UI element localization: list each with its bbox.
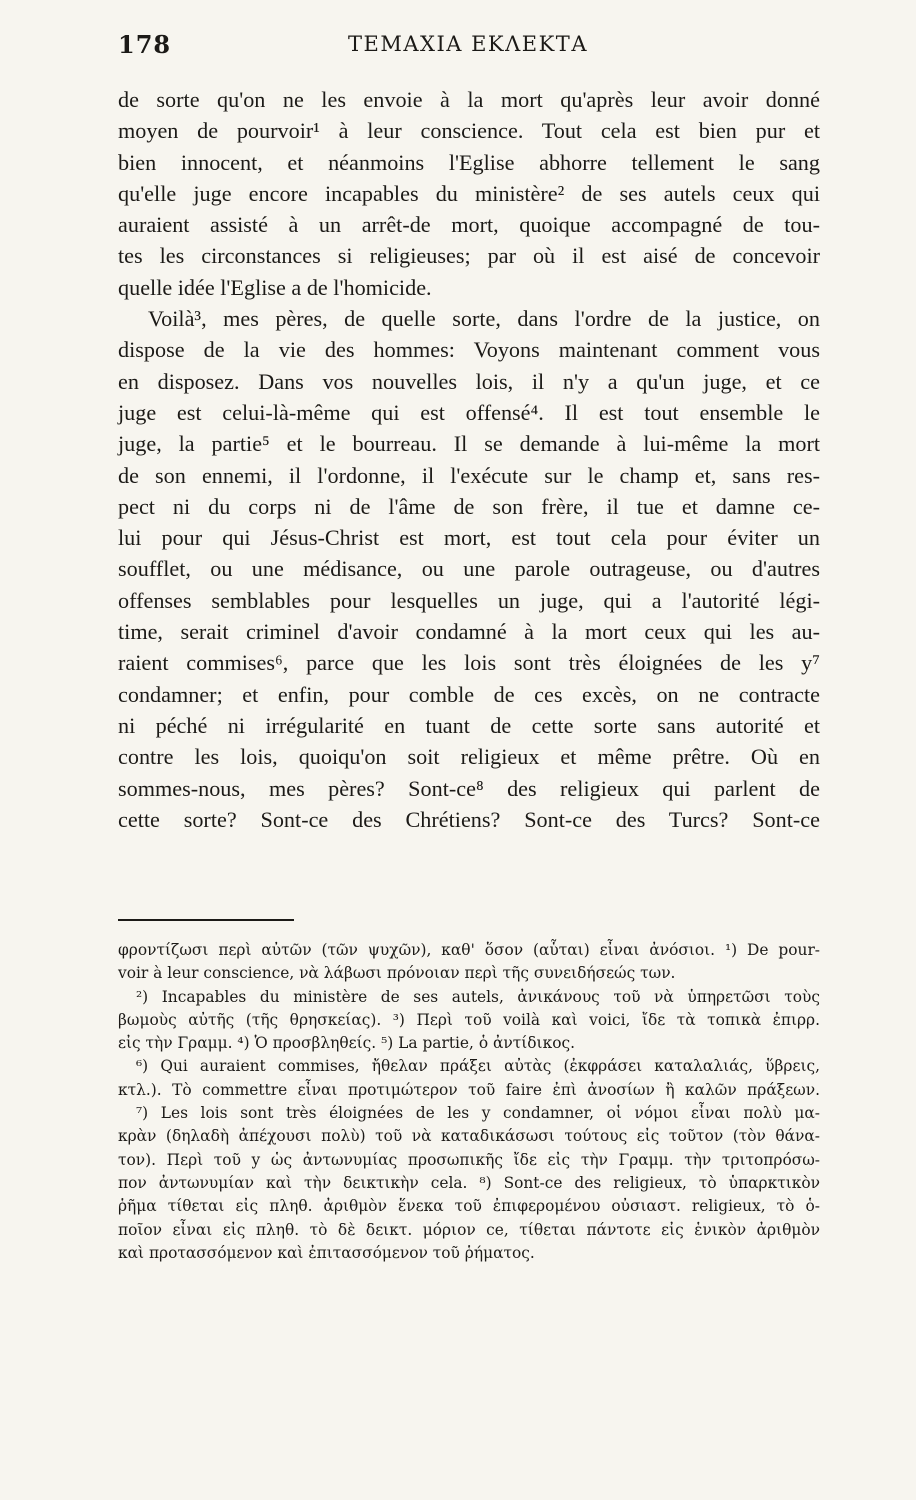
page-number: 178	[118, 30, 172, 59]
text-line: cette sorte? Sont-ce des Chrétiens? Sont-ce des Turcs? Sont-ce	[118, 806, 820, 832]
footnote-line: κρὰν (δηλαδὴ ἀπέχουσι πολὺ) τοῦ νὰ καταδικάσωσι τούτους εἰς τοῦτον (τὸν θάνα-	[118, 1127, 820, 1146]
text-line: pect ni du corps ni de l'âme de son frère, il tue et damne ce-	[118, 493, 820, 519]
text-line: soufflet, ou une médisance, ou une parole outrageuse, ou d'autres	[118, 556, 820, 582]
text-line: juge est celui-là-même qui est offensé⁴. Il est tout ensemble le	[118, 399, 820, 425]
footnote-line: εἰς τὴν Γραμμ. ⁴) Ὁ προσβληθείς. ⁵) La partie, ὁ ἀντίδικος.	[118, 1034, 575, 1053]
text-line: sommes-nous, mes pères? Sont-ce⁸ des religieux qui parlent de	[118, 775, 820, 801]
text-line: tes les circonstances si religieuses; par où il est aisé de concevoir	[118, 243, 820, 269]
footnote-line: βωμοὺς αὐτῆς (τῆς θρησκείας). ³) Περὶ τοῦ voilà καὶ voici, ἴδε τὰ τοπικὰ ἐπιρρ.	[118, 1010, 820, 1029]
text-line: auraient assisté à un arrêt-de mort, quoique accompagné de tou-	[118, 212, 820, 238]
footnote-line: κτλ.). Τὸ commettre εἶναι προτιμώτερον τοῦ faire ἐπὶ ἀνοσίων ἢ καλῶν πράξεων.	[118, 1080, 820, 1099]
text-line: ni péché ni irrégularité en tuant de cette sorte sans autorité et	[118, 712, 820, 738]
text-line: Voilà³, mes pères, de quelle sorte, dans l'ordre de la justice, on	[148, 306, 820, 332]
main-text	[118, 84, 820, 835]
footnote-line: καὶ προτασσόμενον καὶ ἐπιτασσόμενον τοῦ ῥήματος.	[118, 1243, 535, 1262]
text-line: contre les lois, quoiqu'on soit religieux et même prêtre. Où en	[118, 744, 820, 770]
text-line: offenses semblables pour lesquelles un juge, qui a l'autorité légi-	[118, 587, 820, 613]
text-line: en disposez. Dans vos nouvelles lois, il n'y a qu'un juge, et ce	[118, 368, 820, 394]
footnote-line: φροντίζωσι περὶ αὐτῶν (τῶν ψυχῶν), καθ' ὅσον (αὗται) εἶναι ἀνόσιοι. ¹) De pour-	[118, 941, 820, 959]
text-line: juge, la partie⁵ et le bourreau. Il se demande à lui-même la mort	[118, 431, 820, 457]
page-header	[118, 30, 818, 60]
text-line: raient commises⁶, parce que les lois sont très éloignées de les y⁷	[118, 650, 820, 676]
text-line: dispose de la vie des hommes: Voyons maintenant comment vous	[118, 337, 820, 363]
footnote-line: ῥῆμα τίθεται εἰς πληθ. ἀριθμὸν ἕνεκα τοῦ ἐπιφερομένου οὐσιαστ. religieux, τὸ ὁ-	[118, 1197, 820, 1216]
footnote-line: ²) Incapables du ministère de ses autels, ἀνικάνους τοῦ νὰ ὑπηρετῶσι τοὺς	[136, 987, 820, 1006]
running-head: ΤΕΜΑΧΙΑ ΕΚΛΕΚΤΑ	[348, 32, 588, 56]
text-line: qu'elle juge encore incapables du ministère² de ses autels ceux qui	[118, 180, 820, 206]
footnote-line: ⁷) Les lois sont très éloignées de les y condamner, οἱ νόμοι εἶναι πολὺ μα-	[136, 1104, 820, 1123]
text-line: condamner; et enfin, pour comble de ces excès, on ne contracte	[118, 681, 820, 707]
footnote-divider	[118, 919, 294, 921]
text-line: quelle idée l'Eglise a de l'homicide.	[118, 274, 432, 300]
text-line: bien innocent, et néanmoins l'Eglise abhorre tellement le sang	[118, 149, 820, 175]
text-line: lui pour qui Jésus-Christ est mort, est tout cela pour éviter un	[118, 525, 820, 551]
footnotes	[118, 939, 820, 1265]
footnote-line: ⁶) Qui auraient commises, ἤθελαν πράξει αὐτὰς (ἐκφράσει καταλαλιάς, ὕβρεις,	[136, 1057, 820, 1076]
text-line: de sorte qu'on ne les envoie à la mort qu'après leur avoir donné	[118, 87, 820, 112]
text-line: de son ennemi, il l'ordonne, il l'exécute sur le champ et, sans res-	[118, 462, 820, 488]
footnote-line: τον). Περὶ τοῦ y ὡς ἀντωνυμίας προσωπικῆς ἴδε εἰς τὴν Γραμμ. τὴν τριτοπρόσω-	[118, 1150, 820, 1169]
text-line: moyen de pourvoir¹ à leur conscience. Tout cela est bien pur et	[118, 118, 820, 144]
footnote-line: voir à leur conscience, νὰ λάβωσι πρόνοιαν περὶ τῆς συνειδήσεώς των.	[118, 964, 676, 983]
footnote-line: πον ἀντωνυμίαν καὶ τὴν δεικτικὴν cela. ⁸) Sont-ce des religieux, τὸ ὑπαρκτικὸν	[118, 1173, 820, 1192]
footnote-line: ποῖον εἶναι εἰς πληθ. τὸ δὲ δεικτ. μόριον ce, τίθεται πάντοτε εἰς ἑνικὸν ἀριθμὸν	[118, 1220, 820, 1239]
text-line: time, serait criminel d'avoir condamné à la mort ceux qui les au-	[118, 619, 820, 645]
